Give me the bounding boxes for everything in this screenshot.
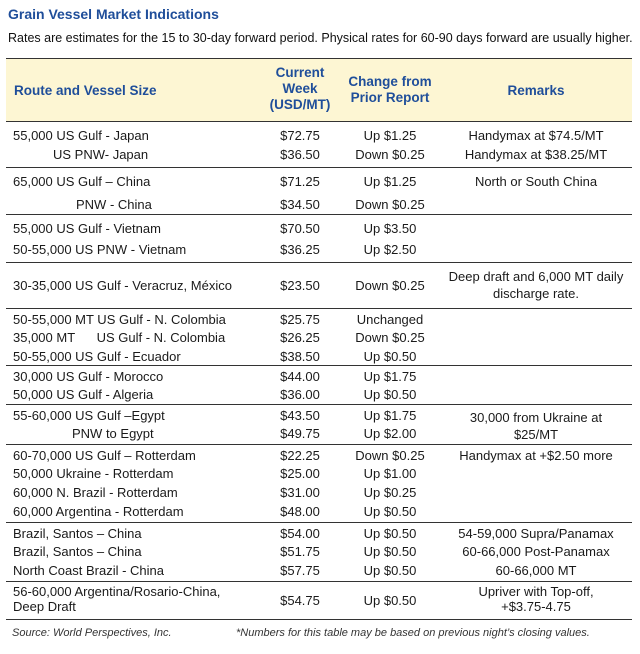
route-cell: 35,000 MT US Gulf - N. Colombia [13,330,226,345]
current-cell: $38.50 [280,349,320,364]
header-remarks: Remarks [507,83,565,98]
table-group [6,215,632,263]
change-cell: Up $2.50 [363,242,417,257]
route-cell: Brazil, Santos – China [13,544,142,559]
table-group [6,445,632,523]
route-cell: US PNW- Japan [53,147,149,162]
current-cell: $36.25 [280,242,320,257]
current-cell: $57.75 [280,563,320,578]
change-cell: Up $1.75 [363,369,417,384]
current-cell: $44.00 [280,369,320,384]
route-cell: 30,000 US Gulf - Morocco [13,369,164,384]
remarks-cell: Handymax at $74.5/MT [468,128,604,143]
route-cell: 50-55,000 US Gulf - Ecuador [13,349,181,364]
route-cell: 50-55,000 US PNW - Vietnam [13,242,187,257]
change-cell: Up $0.50 [363,563,417,578]
route-cell: 30-35,000 US Gulf - Veracruz, México [13,278,232,293]
route-cell: Brazil, Santos – China [13,526,142,541]
current-cell: $43.50 [280,408,320,423]
change-cell: Down $0.25 [355,197,425,212]
table-group [6,309,632,366]
table-row [6,195,632,214]
change-cell: Up $1.75 [363,408,417,423]
change-cell: Up $1.00 [363,466,417,481]
route-cell: 60,000 Argentina - Rotterdam [13,504,184,519]
route-cell: 55,000 US Gulf - Vietnam [13,221,161,236]
current-cell: $34.50 [280,197,320,212]
change-cell: Up $2.00 [363,426,417,441]
table-group [6,582,632,620]
table-group [6,523,632,582]
table-row [6,126,632,145]
table-row [6,464,632,483]
route-cell: 60-70,000 US Gulf – Rotterdam [13,448,196,463]
change-cell: Unchanged [356,312,424,327]
change-cell: Up $0.50 [363,593,417,608]
current-cell: $31.00 [280,485,320,500]
change-cell: Up $0.50 [363,387,417,402]
remarks-cell: Upriver with Top-off, +$3.75-4.75 [478,584,594,614]
route-cell: 50,000 Ukraine - Rotterdam [13,466,174,481]
current-cell: $22.25 [280,448,320,463]
table-row [6,542,632,561]
change-cell: Down $0.25 [355,448,425,463]
current-cell: $72.75 [280,128,320,143]
change-cell: Up $0.50 [363,504,417,519]
remarks-cell: 60-66,000 Post-Panamax [462,544,610,559]
remarks-cell: Handymax at +$2.50 more [459,448,613,463]
current-cell: $70.50 [280,221,320,236]
table-row [6,328,632,347]
route-cell: PNW to Egypt [72,426,154,441]
current-cell: $26.25 [280,330,320,345]
current-cell: $23.50 [280,278,320,293]
route-cell: 56-60,000 Argentina/Rosario-China, Deep Draft [13,584,221,614]
rates-table [6,58,632,620]
table-row [6,483,632,502]
table-row [6,219,632,238]
closing-values-note: *Numbers for this table may be based on previous night’s closing values. [236,627,590,639]
table-row [6,502,632,521]
change-cell: Up $0.25 [363,485,417,500]
table-subtitle: Rates are estimates for the 15 to 30-day forward period. Physical rates for 60-90 days forward are usually higher. [8,31,633,45]
table-row [6,524,632,543]
remarks-cell: North or South China [474,174,598,189]
change-cell: Up $1.25 [363,128,417,143]
table-group [6,122,632,168]
table-group [6,405,632,445]
table-row [6,561,632,580]
table-row [6,310,632,329]
route-cell: 50-55,000 MT US Gulf - N. Colombia [13,312,226,327]
remarks-cell: Handymax at $38.25/MT [464,147,608,162]
change-cell: Up $0.50 [363,544,417,559]
table-row [6,145,632,164]
table-header [6,58,632,122]
change-cell: Up $3.50 [363,221,417,236]
route-cell: 55-60,000 US Gulf –Egypt [13,408,165,423]
table-row [6,172,632,191]
table-title: Grain Vessel Market Indications [8,6,219,22]
remarks-cell: 30,000 from Ukraine at $25/MT [469,410,603,442]
current-cell: $36.00 [280,387,320,402]
current-cell: $54.75 [280,593,320,608]
table-row [6,347,632,366]
remarks-cell: 60-66,000 MT [495,563,577,578]
change-cell: Down $0.25 [355,330,425,345]
current-cell: $25.75 [280,312,320,327]
change-cell: Up $0.50 [363,526,417,541]
change-cell: Up $0.50 [363,349,417,364]
route-cell: 55,000 US Gulf - Japan [13,128,149,143]
remarks-cell: Deep draft and 6,000 MT daily discharge rate. [448,269,624,301]
table-row [6,367,632,386]
header-current-week: Current Week (USD/MT) [269,65,331,112]
current-cell: $54.00 [280,526,320,541]
current-cell: $49.75 [280,426,320,441]
table-group [6,263,632,309]
change-cell: Up $1.25 [363,174,417,189]
current-cell: $51.75 [280,544,320,559]
table-group [6,168,632,215]
route-cell: 65,000 US Gulf – China [13,174,151,189]
remarks-cell: 54-59,000 Supra/Panamax [458,526,614,541]
current-cell: $36.50 [280,147,320,162]
current-cell: $71.25 [280,174,320,189]
table-group [6,366,632,405]
current-cell: $48.00 [280,504,320,519]
source-note: Source: World Perspectives, Inc. [12,627,172,639]
table-row [6,446,632,465]
route-cell: 50,000 US Gulf - Algeria [13,387,154,402]
route-cell: North Coast Brazil - China [13,563,164,578]
table-row [6,385,632,404]
change-cell: Down $0.25 [355,278,425,293]
route-cell: PNW - China [76,197,152,212]
table-row [6,240,632,259]
route-cell: 60,000 N. Brazil - Rotterdam [13,485,178,500]
header-change: Change from Prior Report [348,74,432,105]
current-cell: $25.00 [280,466,320,481]
change-cell: Down $0.25 [355,147,425,162]
header-route: Route and Vessel Size [14,83,157,98]
